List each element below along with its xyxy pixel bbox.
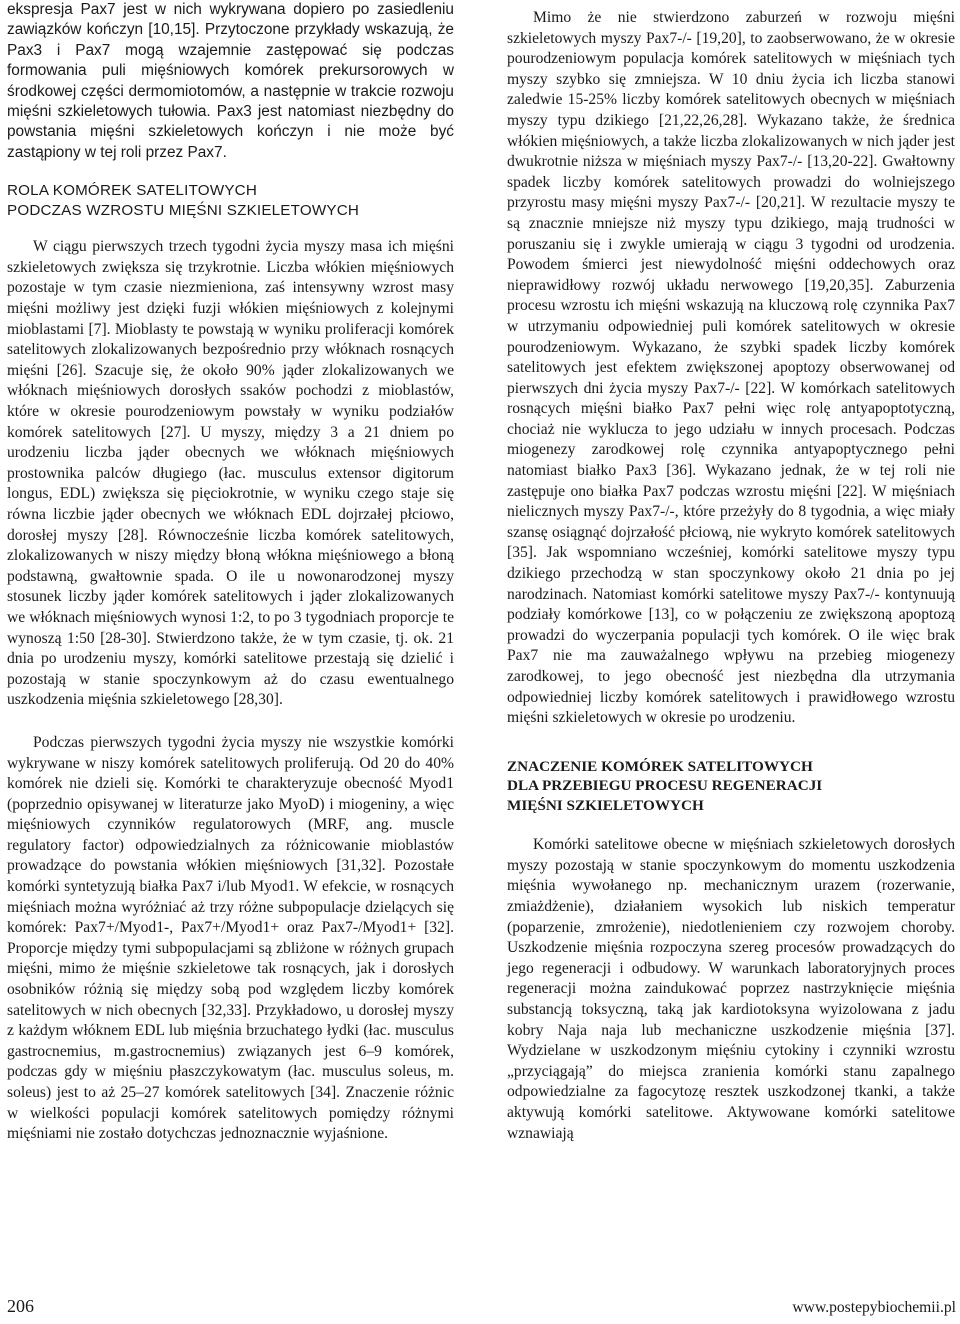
heading-line: MIĘŚNI SZKIELETOWYCH bbox=[507, 796, 704, 814]
page-number: 206 bbox=[7, 1296, 34, 1316]
left-paragraph-3: Podczas pierwszych tygodni życia myszy nie wszystkie komórki wykrywane w niszy komórek satelitowych proliferują. Od 20 do 40% komórek nie dzieli się. Komórki te charakteryzuje obecność Myod1 (poprzednio opisywanej w literaturze jako MyoD) i miogeniny, a więc mięśniowych czynników regulatorowych (MRF, ang. muscle regulatory factor) odpowiedzialnych za różnicowanie mioblastów prowadzące do powstania włókien mięśniowych [31,32]. Pozostałe komórki syntetyzują białka Pax7 i/lub Myod1. W efekcie, w rosnących mięśniach można wyróżniać aż trzy różne subpopulacje dzielących się komórek: Pax7+/Myod1-, Pax7+/Myod1+ oraz Pax7-/Myod1+ [32]. Proporcje między tymi subpopulacjami są zbliżone w różnych grupach mięśni, mimo że mięśnie szkieletowe tak rosnących, jak i dorosłych osobników różnią się między sobą pod względem liczby komórek satelitowych w nich obecnych [32,33]. Przykładowo, u dorosłej myszy z każdym włóknem EDL lub mięśnia brzuchatego łydki (łac. musculus gastrocnemius, m.gastrocnemius) związanych jest 6–9 komórek, podczas gdy w mięśniu płaszczykowatym (łac. musculus soleus, m. soleus) jest to aż 25–27 komórek satelitowych [34]. Znaczenie różnic w wielkości populacji komórek satelitowych pomiędzy różnymi mięśniami nie zostało dotychczas jednoznacznie wyjaśnione. bbox=[7, 733, 454, 1143]
right-column bbox=[507, 8, 955, 1144]
heading-line: DLA PRZEBIEGU PROCESU REGENERACJI bbox=[507, 777, 823, 795]
section-heading-regeneration bbox=[507, 757, 955, 816]
left-column bbox=[7, 0, 454, 1145]
left-paragraph-1: ekspresja Pax7 jest w nich wykrywana dopiero po zasiedleniu zawiązków kończyn [10,15]. Przytoczone przykłady wskazują, że Pax3 i Pax7 mogą wzajemnie zastępować się podczas formowania puli mięśniowych komórek prekursorowych w środkowej części dermomiotomów, a następnie w trakcie rozwoju mięśni szkieletowych tułowia. Pax3 jest natomiast niezbędny do powstania mięśni szkieletowych kończyn i nie może być zastąpiony w tej roli przez Pax7. bbox=[7, 1, 454, 161]
heading-line: PODCZAS WZROSTU MIĘŚNI SZKIELETOWYCH bbox=[7, 202, 360, 220]
website-url[interactable]: www.postepybiochemii.pl bbox=[792, 1299, 956, 1316]
section-heading-satellite-growth bbox=[7, 181, 454, 221]
right-paragraph-1: Mimo że nie stwierdzono zaburzeń w rozwoju mięśni szkieletowych myszy Pax7-/- [19,20], to zaobserwowano, że w okresie pourodzeniowym populacja komórek satelitowych w mięśniach tych myszy szybko się zmniejsza. W 10 dniu życia ich liczba stanowi zaledwie 15-25% liczby komórek satelitowych obecnych w mięśniach myszy typu dzikiego [21,22,26,28]. Wykazano także, że średnica włókien mięśniowych, a także liczba zlokalizowanych w nich jąder jest dwukrotnie niższa w mięśniach myszy Pax7-/- [13,20-22]. Gwałtowny spadek liczby komórek satelitowych prowadzi do wolniejszego przyrostu masy mięśni myszy Pax7-/- [20,21]. W rezultacie myszy te są znacznie mniejsze niż myszy typu dzikiego, mają trudności w poruszaniu się i zwykle umierają w ciągu 3 tygodni od urodzenia. Powodem śmierci jest niewydolność mięśni oddechowych oraz nieprawidłowy rozwój układu nerwowego [19,20,35]. Zaburzenia procesu wzrostu ich mięśni wskazują na kluczową rolę czynnika Pax7 w utrzymaniu odpowiedniej puli komórek satelitowych w okresie pourodzeniowym. Wykazano, że szybki spadek liczby komórek satelitowych jest efektem zwiększonej apoptozy obserwowanej od pierwszych dni życia myszy Pax7-/- [22]. W komórkach satelitowych rosnących mięśni białko Pax7 pełni więc rolę antyapoptotyczną, chociaż nie wyklucza to jego udziału w innych procesach. Podczas miogenezy zarodkowej rolę czynnika antyapoptycznego pełni natomiast białko Pax3 [36]. Wykazano jednak, że w tej roli nie zastępuje ono białka Pax7 podczas wzrostu mięśni [22]. W mięśniach nielicznych myszy Pax7-/-, które przeżyły do 8 tygodnia, a więc miały szansę osiągnąć dojrzałość płciową, nie wykryto komórek satelitowych [35]. Jak wspomniano wcześniej, komórki satelitowe myszy typu dzikiego przechodzą w stan spoczynkowy około 21 dnia po jej narodzinach. Natomiast komórki satelitowe myszy Pax7-/- kontynuują podziały komórkowe [13], co w połączeniu ze zwiększoną apoptozą prowadzi do wyczerpania populacji tych komórek. O ile więc brak Pax7 nie ma zauważalnego wpływu na przebieg miogenezy zarodkowej, to jego obecność jest niezbędna dla utrzymania odpowiedniej liczby komórek satelitowych i prawidłowego wzrostu mięśni szkieletowych w okresie po urodzeniu. bbox=[507, 9, 955, 727]
heading-line: ZNACZENIE KOMÓREK SATELITOWYCH bbox=[507, 757, 813, 775]
right-paragraph-2: Komórki satelitowe obecne w mięśniach szkieletowych dorosłych myszy pozostają w stanie spoczynkowym do momentu uszkodzenia mięśnia wywołanego np. mechanicznym urazem (rozerwanie, zmiażdżenie), działaniem wysokich lub niskich temperatur (poparzenie, zmrożenie), niedotlenieniem czy rozwojem choroby. Uszkodzenie mięśnia rozpoczyna szereg procesów prowadzących do jego regeneracji i odbudowy. W warunkach laboratoryjnych proces regeneracji można zaindukować poprzez nastrzyknięcie mięśnia substancją toksyczną, taką jak kardiotoksyna wyizolowana z jadu kobry Naja naja lub mechaniczne uszkodzenie mięśnia [37]. Wydzielane w uszkodzonym mięśniu cytokiny i czynniki wzrostu „przyciągają” do miejsca zranienia komórki stanu zapalnego odpowiedzialne za fagocytozę resztek uszkodzonej tkanki, a także aktywują komórki satelitowe. Aktywowane komórki satelitowe wznawiają bbox=[507, 836, 955, 1142]
left-paragraph-2: W ciągu pierwszych trzech tygodni życia myszy masa ich mięśni szkieletowych zwiększa się trzykrotnie. Liczba włókien mięśniowych pozostaje w tym czasie niezmieniona, zaś intensywny wzrost masy mięśni możliwy jest dzięki fuzji włókien mięśniowych z kolejnymi mioblastami [7]. Mioblasty te powstają w wyniku proliferacji komórek satelitowych zlokalizowanych bezpośrednio przy włóknach rosnących mięśni [26]. Szacuje się, że około 90% jąder zlokalizowanych we włóknach mięśniowych dorosłych ssaków pochodzi z mioblastów, które w okresie pourodzeniowym powstały w wyniku podziałów komórek satelitowych [27]. U myszy, między 3 a 21 dniem po urodzeniu liczba jąder obecnych we włóknach mięśniowych prostownika palców długiego (łac. musculus extensor digitorum longus, EDL) zwiększa się pięciokrotnie, w wyniku czego staje się równa liczbie jąder obecnych we włóknach EDL dojrzałej płciowo, dorosłej myszy [28]. Równocześnie liczba komórek satelitowych, zlokalizowanych w niszy między błoną włókna mięśniowego a błoną podstawną, gwałtownie spada. O ile u nowonarodzonej myszy stosunek liczby jąder komórek satelitowych i jąder zlokalizowanych we włóknach mięśniowych wynosi 1:2, to po 3 tygodniach proporcje te wynoszą 1:50 [28-30]. Stwierdzono także, że w tym czasie, tj. ok. 21 dnia po urodzeniu myszy, komórki satelitowe przestają się dzielić i pozostają w stanie spoczynkowym aż do czasu ewentualnego uszkodzenia mięśnia szkieletowego [28,30]. bbox=[7, 238, 454, 709]
heading-line: ROLA KOMÓREK SATELITOWYCH bbox=[7, 182, 258, 200]
